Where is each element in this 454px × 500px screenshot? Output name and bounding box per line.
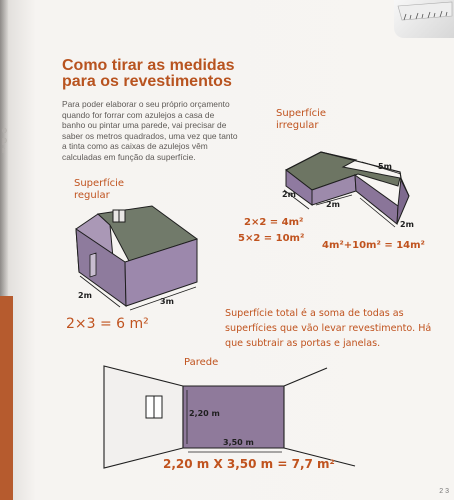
irregular-surface-label: Superfície irregular [276, 108, 327, 131]
wall-label: Parede [184, 357, 219, 368]
margin-bleed-text: o p r [2, 125, 8, 155]
irregular-dim-back: 5m [378, 162, 392, 171]
regular-calc: 2×3 = 6 m² [66, 316, 149, 332]
page-title: Como tirar as medidas para os revestimentos [62, 57, 235, 90]
irregular-calc-2: 5×2 = 10m² [238, 233, 305, 244]
regular-dim-length: 3m [160, 297, 174, 306]
irregular-calc-1: 2×2 = 4m² [244, 217, 304, 228]
regular-surface-label: Superfície regular [74, 178, 125, 201]
irregular-dim-front: 2m [326, 200, 340, 209]
intro-paragraph: Para poder elaborar o seu próprio orçamento quando for forrar com azulejos a casa de banho ou pintar uma parede, vai precisar de saber os metros quadrados, uma vez que tanto a tinta como as caixas de azulejos vêm calculadas em função da superfície. [62, 99, 238, 162]
regular-dim-depth: 2m [78, 291, 92, 300]
irregular-dim-left: 2m [282, 190, 296, 199]
irregular-dim-right: 2m [400, 220, 414, 229]
wall-height-dim: 2,20 m [189, 409, 220, 418]
wall-calc: 2,20 m X 3,50 m = 7,7 m² [163, 457, 335, 471]
total-surface-note: Superfície total é a soma de todas as superfícies que vão levar revestimento. Há que subtrair as portas e janelas. [225, 308, 432, 349]
wall-width-dim: 3,50 m [223, 438, 254, 447]
page-number: 2 3 [439, 488, 449, 495]
irregular-total: 4m²+10m² = 14m² [322, 240, 425, 251]
